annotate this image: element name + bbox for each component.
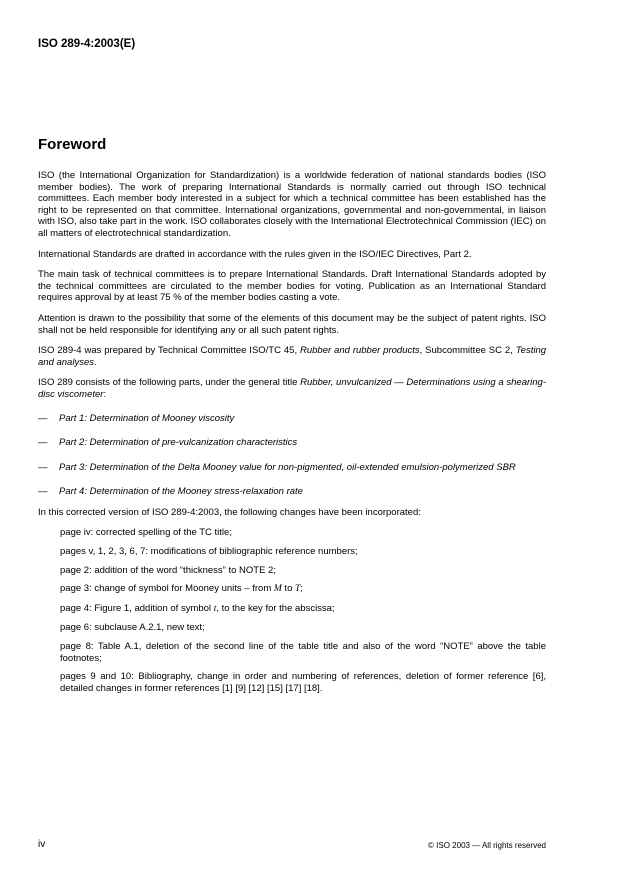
paragraph-parts-intro (38, 377, 546, 400)
parts-list (38, 413, 546, 498)
text-run: ; (300, 583, 303, 595)
text-run: page 3: change of symbol for Mooney units – from (60, 583, 274, 595)
dash-marker: — (38, 437, 48, 449)
list-item-part-2 (38, 437, 546, 449)
text-run: , Subcommittee SC 2, (419, 345, 516, 357)
part-title: Part 1: Determination of Mooney viscosity (59, 412, 235, 424)
subcommittee-title: Testing and analyses (38, 345, 547, 368)
general-title: Rubber, unvulcanized — Determinations using a shearing-disc viscometer (38, 377, 546, 400)
foreword-body (38, 170, 546, 701)
change-item: page 6: subclause A.2.1, new text; (60, 622, 205, 634)
change-item: page 8: Table A.1, deletion of the second line of the table title and also of the word “NOTE” above the table footnotes; (60, 641, 546, 664)
document-id-header: ISO 289-4:2003(E) (38, 38, 136, 50)
page-number: iv (38, 839, 46, 850)
dash-marker: — (38, 461, 48, 473)
paragraph-prepared-by (38, 345, 546, 368)
list-item-part-3 (38, 462, 546, 474)
text-run: to (281, 583, 295, 595)
change-item (60, 583, 546, 596)
dash-marker: — (38, 486, 48, 498)
paragraph-patent-rights: Attention is drawn to the possibility that some of the elements of this document may be the subject of patent rights. ISO shall not be held responsible for identifying any or all such patent rights. (38, 312, 546, 336)
change-item: page iv: corrected spelling of the TC title; (60, 527, 232, 539)
change-item: pages v, 1, 2, 3, 6, 7: modifications of bibliographic reference numbers; (60, 546, 358, 558)
text-run: , to the key for the abscissa; (216, 602, 335, 614)
change-item (60, 603, 546, 616)
paragraph-iso-intro: ISO (the International Organization for Standardization) is a worldwide federation of national standards bodies (ISO member bodies). The work of preparing International Standards is normally carried out through ISO technical committees. Each member body interested in a subject for which a technical committee has been established has the right to be represented on that committee. International organizations, governmental and non-governmental, in liaison with ISO, also take part in the work. ISO collaborates closely with the International Electrotechnical Commission (IEC) on all matters of electrotechnical standardization. (38, 170, 546, 239)
text-run: ISO 289 consists of the following parts, under the general title (38, 377, 301, 389)
symbol-t: T (295, 584, 301, 595)
page-title: Foreword (38, 136, 107, 153)
dash-marker: — (38, 412, 48, 424)
paragraph-main-task: The main task of technical committees is to prepare International Standards. Draft International Standards adopted by the technical committees are circulated to the member bodies for voting. Publication as an International Standard requires approval by at least 75 % of the member bodies casting a vote. (38, 269, 546, 304)
symbol-m: M (273, 584, 282, 595)
text-run: . (93, 356, 97, 368)
part-title: Part 3: Determination of the Delta Mooney value for non-pigmented, oil-extended emulsion-polymerized SBR (59, 461, 516, 473)
changes-list (38, 527, 546, 694)
part-title: Part 2: Determination of pre-vulcanization characteristics (59, 437, 298, 449)
text-run: page 4: Figure 1, addition of symbol (60, 602, 214, 614)
committee-title: Rubber and rubber products (300, 345, 420, 357)
part-title: Part 4: Determination of the Mooney stress-relaxation rate (59, 486, 303, 498)
text-run: ISO 289-4 was prepared by Technical Committee ISO/TC 45, (38, 345, 300, 357)
list-item-part-4 (38, 486, 546, 498)
change-item: pages 9 and 10: Bibliography, change in order and numbering of references, deletion of former reference [6], detailed changes in former references [1] [9] [12] [15] [17] [18]. (60, 671, 546, 694)
paragraph-directives: International Standards are drafted in accordance with the rules given in the ISO/IEC Directives, Part 2. (38, 248, 472, 260)
list-item-part-1 (38, 413, 546, 425)
symbol-t-lower: t (213, 603, 217, 614)
change-item: page 2: addition of the word “thickness” to NOTE 2; (60, 564, 276, 576)
text-run: : (103, 388, 107, 400)
copyright-notice: © ISO 2003 — All rights reserved (428, 841, 546, 850)
paragraph-changes-intro: In this corrected version of ISO 289-4:2003, the following changes have been incorporated: (38, 506, 421, 518)
